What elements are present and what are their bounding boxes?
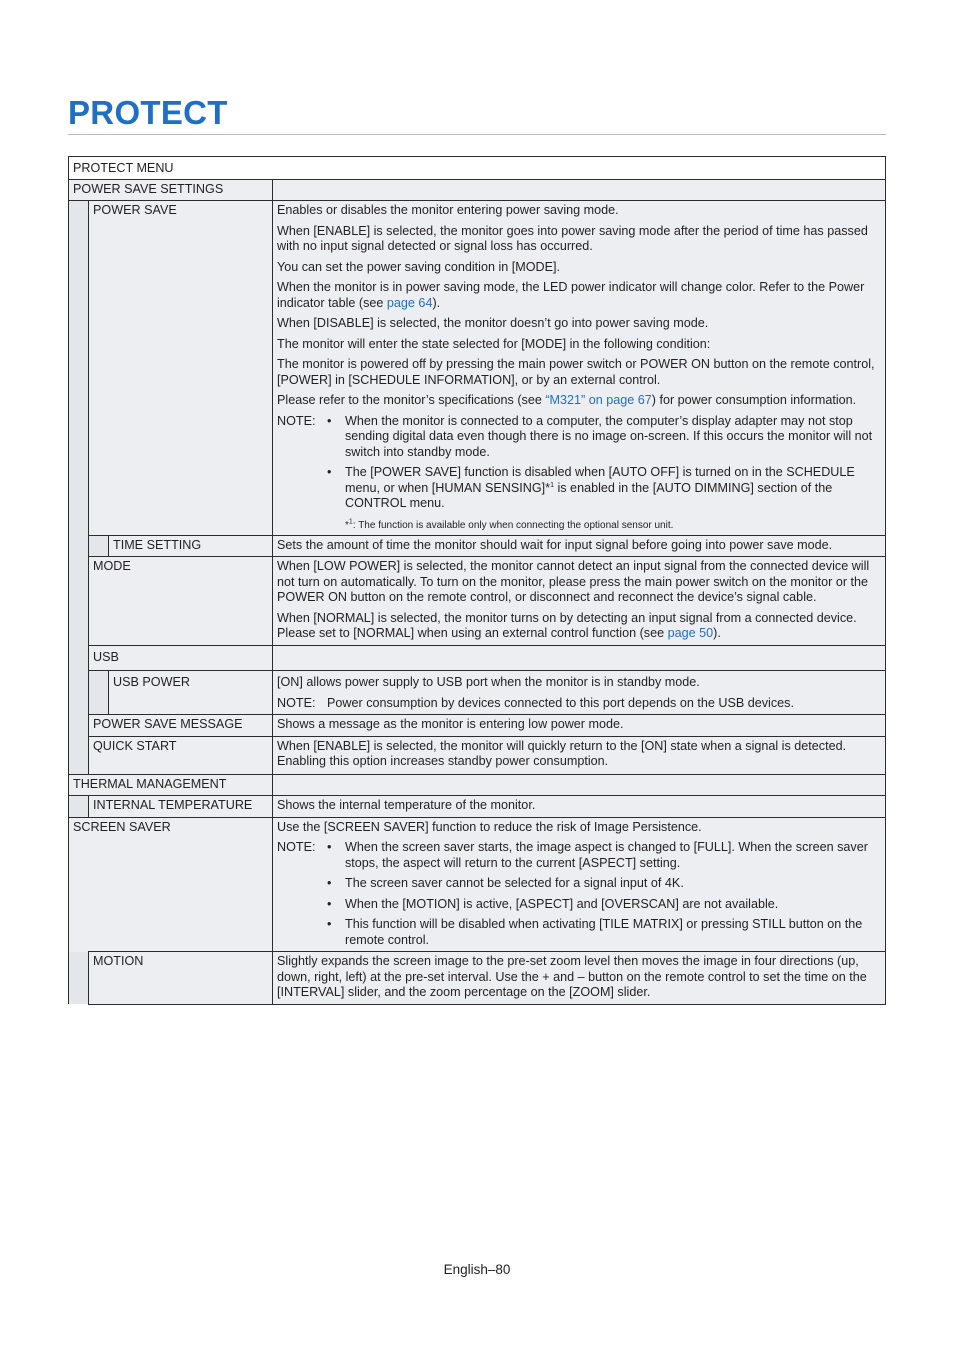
page-50-link[interactable]: page 50 — [667, 626, 714, 640]
row-label-time-setting: TIME SETTING — [109, 535, 273, 557]
row-label-thermal-management: THERMAL MANAGEMENT — [69, 774, 273, 796]
note-block — [277, 696, 881, 712]
table-row — [69, 774, 886, 796]
row-label-usb: USB — [89, 645, 273, 671]
text-span: is enabled in the [AUTO DIMMING] section of the CONTROL menu. — [345, 480, 833, 510]
row-desc-empty — [273, 774, 886, 796]
table-row — [69, 179, 886, 201]
page-title: PROTECT — [68, 94, 228, 131]
row-label-internal-temperature: INTERNAL TEMPERATURE — [89, 796, 273, 818]
row-label-power-save: POWER SAVE — [89, 201, 273, 536]
text-span: When the monitor is in power saving mode, the LED power indicator will change color. Refer to the Power indicator table (see — [277, 280, 865, 310]
bullet-icon: • — [327, 917, 332, 931]
table-row — [69, 557, 886, 646]
table-row — [69, 952, 886, 1005]
table-row — [69, 715, 886, 737]
table-row — [69, 736, 886, 774]
row-desc-quick-start: When [ENABLE] is selected, the monitor will quickly return to the [ON] state when a signal is detected. Enabling this option increases standby power consumption. — [273, 736, 886, 774]
indent-cell — [69, 715, 89, 737]
note-text: Power consumption by devices connected to this port depends on the USB devices. — [327, 695, 794, 710]
bullet-icon: • — [327, 413, 332, 428]
desc-paragraph — [277, 280, 881, 311]
row-label-motion: MOTION — [89, 952, 273, 1005]
bullet-text: The screen saver cannot be selected for a signal input of 4K. — [345, 876, 684, 890]
desc-paragraph: The monitor is powered off by pressing the main power switch or POWER ON button on the remote control, [POWER] in [SCHEDULE INFORMATION], or by an external control. — [277, 357, 875, 387]
desc-paragraph: Enables or disables the monitor entering power saving mode. — [277, 203, 619, 217]
bullet-text: When the screen saver starts, the image aspect is changed to [FULL]. When the screen saver stops, the aspect will return to the current [ASPECT] setting. — [345, 840, 868, 870]
table-row — [69, 535, 886, 557]
indent-cell — [69, 796, 89, 818]
bullet-text: When the monitor is connected to a computer, the computer’s display adapter may not stop sending digital data even though there is no image on-screen. If this occurs the monitor will not switch into standby mode. — [345, 413, 873, 459]
row-desc-internal-temperature: Shows the internal temperature of the monitor. — [273, 796, 886, 818]
protect-menu-table — [68, 156, 886, 1005]
row-label-power-save-settings: POWER SAVE SETTINGS — [69, 179, 273, 201]
indent-cell — [69, 952, 89, 1005]
note-label: NOTE: — [277, 413, 316, 428]
footnote — [345, 520, 881, 532]
bullet-text — [345, 465, 881, 512]
text-span: When [NORMAL] is selected, the monitor turns on by detecting an input signal from a connected device. Please set to [NORMAL] when using an external control function (see — [277, 610, 857, 640]
note-label: NOTE: — [277, 840, 316, 854]
indent-cell — [69, 535, 89, 557]
note-bullet — [327, 897, 881, 913]
footnote-ref: 1 — [348, 518, 353, 526]
desc-paragraph — [277, 611, 881, 642]
text-span: ). — [432, 295, 441, 310]
page-64-link[interactable]: page 64 — [386, 295, 433, 310]
table-row — [69, 817, 886, 952]
text-span: Please refer to the monitor’s specifications (see — [277, 393, 546, 407]
note-bullet — [327, 414, 881, 461]
desc-paragraph: [ON] allows power supply to USB port when the monitor is in standby mode. — [277, 675, 700, 689]
note-body — [327, 414, 881, 512]
bullet-icon: • — [327, 840, 332, 854]
row-desc-empty — [273, 179, 886, 201]
table-header-row — [69, 157, 886, 180]
table-row — [69, 796, 886, 818]
indent-cell — [69, 557, 89, 646]
title-divider — [68, 134, 886, 135]
table-header: PROTECT MENU — [69, 157, 886, 180]
m321-spec-link[interactable]: “M321” on page 67 — [545, 393, 652, 407]
row-label-usb-power: USB POWER — [109, 671, 273, 715]
row-desc-motion: Slightly expands the screen image to the pre-set zoom level then moves the image in four directions (up, down, right, left) at the pre-set interval. Use the + and – button on the remote control to set the time on the [INTERVAL] slider, and the zoom percentage on the [ZOOM] slider. — [273, 952, 886, 1005]
note-bullet — [327, 917, 881, 948]
desc-paragraph: When [ENABLE] is selected, the monitor goes into power saving mode after the period of time has passed with no input signal detected or signal loss has occurred. — [277, 223, 868, 253]
row-desc-screen-saver — [273, 817, 886, 952]
row-label-mode: MODE — [89, 557, 273, 646]
indent-cell — [69, 645, 89, 671]
table-row — [69, 645, 886, 671]
bullet-icon: • — [327, 896, 332, 911]
note-bullet — [327, 840, 881, 871]
text-span: ) for power consumption information. — [651, 393, 857, 407]
desc-paragraph: You can set the power saving condition in [MODE]. — [277, 259, 561, 274]
table-row — [69, 201, 886, 536]
note-block — [277, 414, 881, 512]
text-span: * — [345, 519, 349, 531]
bullet-icon: • — [327, 876, 332, 890]
text-span: : The function is available only when connecting the optional sensor unit. — [352, 519, 674, 531]
indent-cell — [89, 671, 109, 715]
table-row — [69, 671, 886, 715]
note-bullet — [327, 876, 881, 892]
desc-paragraph — [277, 393, 881, 409]
note-body — [327, 840, 881, 948]
footnote-ref: 1 — [550, 481, 554, 489]
indent-cell — [69, 201, 89, 536]
page-number: English–80 — [443, 1262, 511, 1277]
desc-paragraph: The monitor will enter the state selected for [MODE] in the following condition: — [277, 336, 711, 351]
row-desc-empty — [273, 645, 886, 671]
row-label-power-save-message: POWER SAVE MESSAGE — [89, 715, 273, 737]
bullet-text: This function will be disabled when activating [TILE MATRIX] or pressing STILL button on the remote control. — [345, 917, 863, 947]
bullet-icon: • — [327, 465, 332, 479]
row-desc-power-save-message: Shows a message as the monitor is entering low power mode. — [273, 715, 886, 737]
indent-cell — [69, 736, 89, 774]
text-span: ). — [713, 626, 721, 640]
note-block — [277, 840, 881, 948]
bullet-text: When the [MOTION] is active, [ASPECT] and [OVERSCAN] are not available. — [345, 896, 779, 911]
desc-paragraph: When [LOW POWER] is selected, the monitor cannot detect an input signal from the connected device will not turn on automatically. To turn on the monitor, please press the main power switch on the monitor or the POWER ON button on the remote control, or disconnect and reconnect the device’s signal cable. — [277, 559, 870, 604]
desc-paragraph: Use the [SCREEN SAVER] function to reduce the risk of Image Persistence. — [277, 819, 702, 834]
row-desc-power-save — [273, 201, 886, 536]
row-label-screen-saver: SCREEN SAVER — [69, 817, 273, 952]
note-bullet — [327, 465, 881, 512]
desc-paragraph: When [DISABLE] is selected, the monitor doesn’t go into power saving mode. — [277, 316, 709, 330]
row-desc-mode — [273, 557, 886, 646]
indent-cell — [89, 535, 109, 557]
text-span: The [POWER SAVE] function is disabled when [AUTO OFF] is turned on in the SCHEDULE menu, or when [HUMAN SENSING]* — [345, 465, 855, 495]
indent-cell — [69, 671, 89, 715]
row-desc-usb-power — [273, 671, 886, 715]
row-label-quick-start: QUICK START — [89, 736, 273, 774]
note-label: NOTE: — [277, 695, 316, 710]
row-desc-time-setting: Sets the amount of time the monitor should wait for input signal before going into power save mode. — [273, 535, 886, 557]
